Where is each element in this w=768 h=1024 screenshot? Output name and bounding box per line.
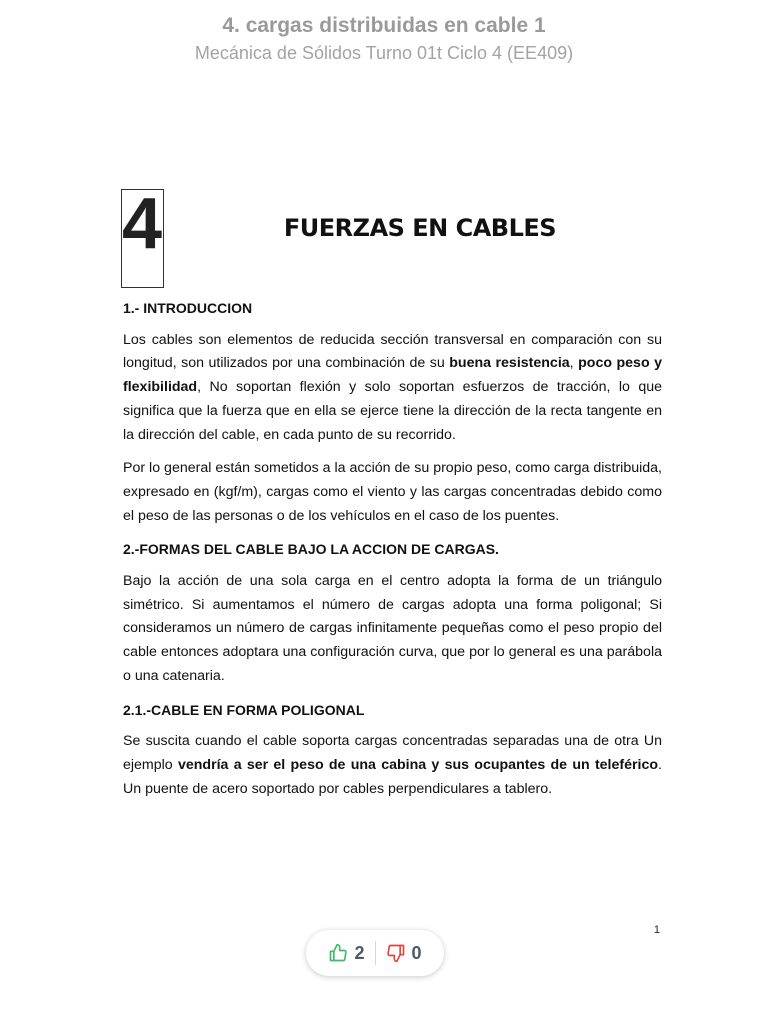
thumbs-down-icon: [386, 943, 406, 963]
chapter-number-box: [121, 184, 164, 288]
upvote-count: 2: [354, 942, 365, 963]
paragraph-poligonal-1: [123, 730, 662, 801]
document-header: [0, 12, 768, 66]
bold-text: buena resistencia: [449, 355, 570, 372]
paragraph-text: ,: [569, 355, 579, 372]
vote-widget: [306, 930, 444, 976]
bold-text: poco peso y flexibilidad: [123, 355, 662, 396]
downvote-button[interactable]: [376, 943, 432, 964]
thumbs-up-icon: [328, 943, 348, 963]
section-heading-poligonal: 2.1.-CABLE EN FORMA POLIGONAL: [123, 701, 365, 718]
paragraph-intro-1: [123, 329, 662, 448]
paragraph-text: Los cables son elementos de reducida sección transversal en comparación con su longitud, son utilizados por una combinación de su: [123, 331, 662, 372]
paragraph-text: . Un puente de acero soportado por cables perpendiculares a tablero.: [123, 756, 662, 797]
document-body: [123, 297, 662, 811]
upvote-button[interactable]: [318, 943, 374, 964]
section-heading-introduccion: 1.- INTRODUCCION: [123, 300, 253, 316]
paragraph-formas-1: Bajo la acción de una sola carga en el centro adopta la forma de un triángulo simétrico. Si aumentamos el número de cargas adopta una forma poligonal; Si consideramos un número de cargas infinitamente pequeñas como el peso propio del cable entonces adoptara una configuración curva, que por lo general es una parábola o una catenaria.: [123, 573, 662, 684]
paragraph-text: , No soportan flexión y solo soportan esfuerzos de tracción, lo que significa que la fuerza que en ella se ejerce tiene la dirección de la recta tangente en la dirección del cable, en cada punto de su recorrido.: [123, 379, 662, 443]
document-subtitle: Mecánica de Sólidos Turno 01t Ciclo 4 (EE409): [194, 43, 574, 63]
chapter-number: 4: [122, 184, 163, 264]
chapter-title: FUERZAS EN CABLES: [283, 214, 557, 242]
paragraph-text: Se suscita cuando el cable soporta cargas concentradas separadas una de otra Un ejemplo: [123, 733, 662, 773]
paragraph-intro-2: Por lo general están sometidos a la acción de su propio peso, como carga distribuida, expresado en (kgf/m), cargas como el viento y las cargas concentradas debido como el peso de las personas o de los vehículos en el caso de los puentes.: [123, 460, 662, 524]
document-title: 4. cargas distribuidas en cable 1: [222, 14, 546, 37]
section-heading-formas: 2.-FORMAS DEL CABLE BAJO LA ACCION DE CARGAS.: [123, 541, 499, 558]
downvote-count: 0: [411, 942, 422, 963]
page-number: 1: [653, 924, 660, 936]
bold-text: vendría a ser el peso de una cabina y sus ocupantes de un teleférico: [177, 756, 659, 773]
